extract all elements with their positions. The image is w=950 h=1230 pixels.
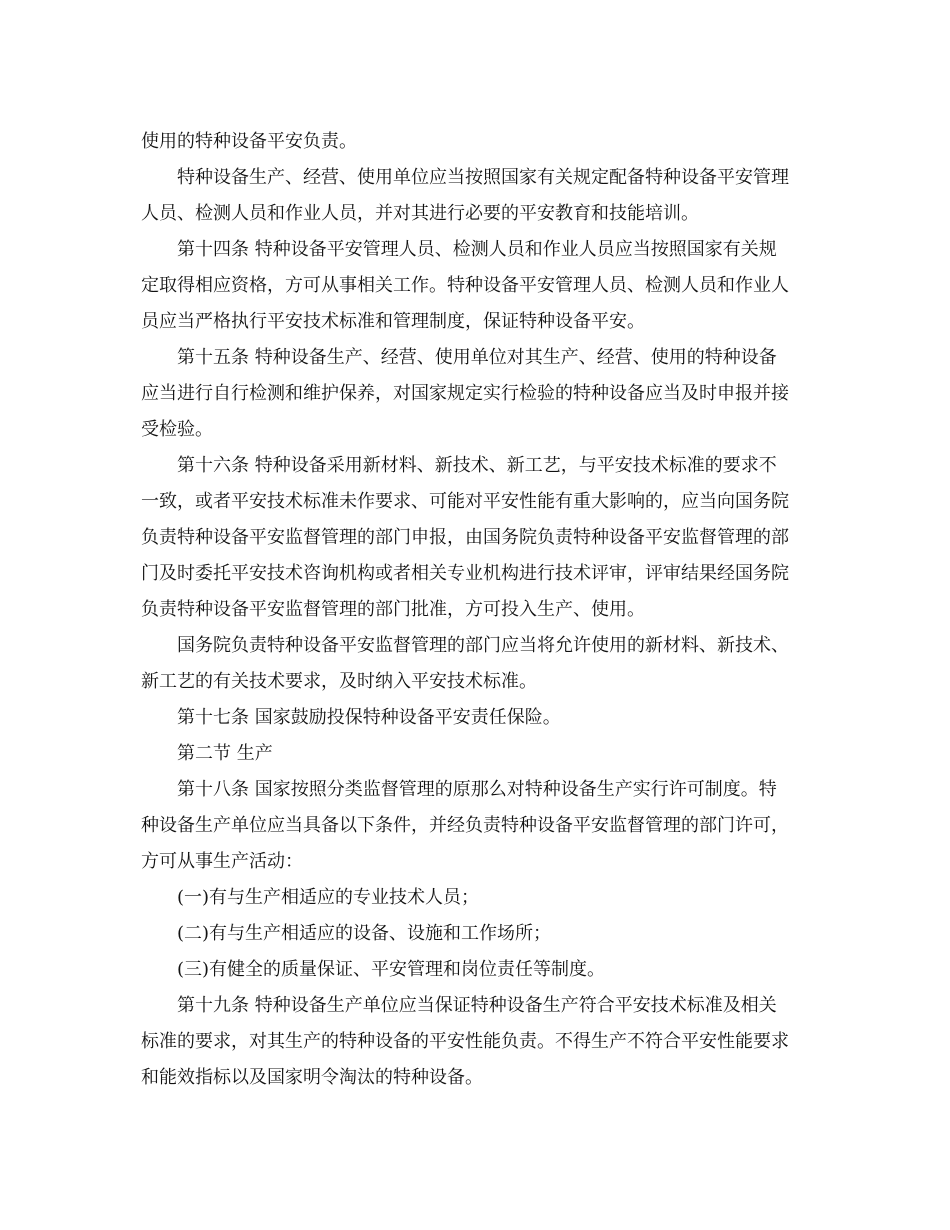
text-line: 第十九条 特种设备生产单位应当保证特种设备生产符合平安技术标准及相关: [177, 995, 777, 1016]
text-line: 国务院负责特种设备平安监督管理的部门应当将允许使用的新材料、新技术、: [177, 635, 789, 656]
paragraph: [141, 772, 813, 880]
text-line: (三)有健全的质量保证、平安管理和岗位责任等制度。: [177, 959, 606, 980]
text-line: 应当进行自行检测和维护保养，对国家规定实行检验的特种设备应当及时申报并接: [141, 383, 789, 404]
text-line: 一致，或者平安技术标准未作要求、可能对平安性能有重大影响的，应当向国务院: [141, 491, 789, 512]
paragraph: [141, 124, 813, 160]
text-line: 第十四条 特种设备平安管理人员、检测人员和作业人员应当按照国家有关规: [177, 239, 777, 260]
paragraph: [141, 952, 813, 988]
text-line: 负责特种设备平安监督管理的部门批准，方可投入生产、使用。: [141, 599, 645, 620]
text-line: 使用的特种设备平安负责。: [141, 131, 357, 152]
paragraph: [141, 160, 813, 232]
paragraph: [141, 880, 813, 916]
text-line: 第十五条 特种设备生产、经营、使用单位对其生产、经营、使用的特种设备: [177, 347, 777, 368]
text-line: 特种设备生产、经营、使用单位应当按照国家有关规定配备特种设备平安管理: [177, 167, 789, 188]
document-body: [141, 124, 813, 1096]
text-line: 新工艺的有关技术要求，及时纳入平安技术标准。: [141, 671, 537, 692]
text-line: 负责特种设备平安监督管理的部门申报，由国务院负责特种设备平安监督管理的部: [141, 527, 789, 548]
text-line: 人员、检测人员和作业人员，并对其进行必要的平安教育和技能培训。: [141, 203, 699, 224]
text-line: 门及时委托平安技术咨询机构或者相关专业机构进行技术评审，评审结果经国务院: [141, 563, 789, 584]
text-line: 第十六条 特种设备采用新材料、新技术、新工艺，与平安技术标准的要求不: [177, 455, 777, 476]
text-line: 受检验。: [141, 419, 213, 440]
paragraph: [141, 340, 813, 448]
paragraph: [141, 448, 813, 628]
text-line: 第十八条 国家按照分类监督管理的原那么对特种设备生产实行许可制度。特: [177, 779, 777, 800]
paragraph: [141, 232, 813, 340]
text-line: 种设备生产单位应当具备以下条件，并经负责特种设备平安监督管理的部门许可，: [141, 815, 789, 836]
text-line: 第二节 生产: [177, 743, 273, 764]
text-line: 和能效指标以及国家明令淘汰的特种设备。: [141, 1067, 483, 1088]
text-line: 定取得相应资格，方可从事相关工作。特种设备平安管理人员、检测人员和作业人: [141, 275, 789, 296]
paragraph: [141, 916, 813, 952]
paragraph: [141, 988, 813, 1096]
text-line: (一)有与生产相适应的专业技术人员；: [177, 887, 480, 908]
paragraph: [141, 628, 813, 700]
text-line: 员应当严格执行平安技术标准和管理制度，保证特种设备平安。: [141, 311, 645, 332]
paragraph: [141, 736, 813, 772]
paragraph: [141, 700, 813, 736]
text-line: 第十七条 国家鼓励投保特种设备平安责任保险。: [177, 707, 561, 728]
text-line: 标准的要求，对其生产的特种设备的平安性能负责。不得生产不符合平安性能要求: [141, 1031, 789, 1052]
text-line: 方可从事生产活动：: [141, 851, 303, 872]
text-line: (二)有与生产相适应的设备、设施和工作场所；: [177, 923, 552, 944]
